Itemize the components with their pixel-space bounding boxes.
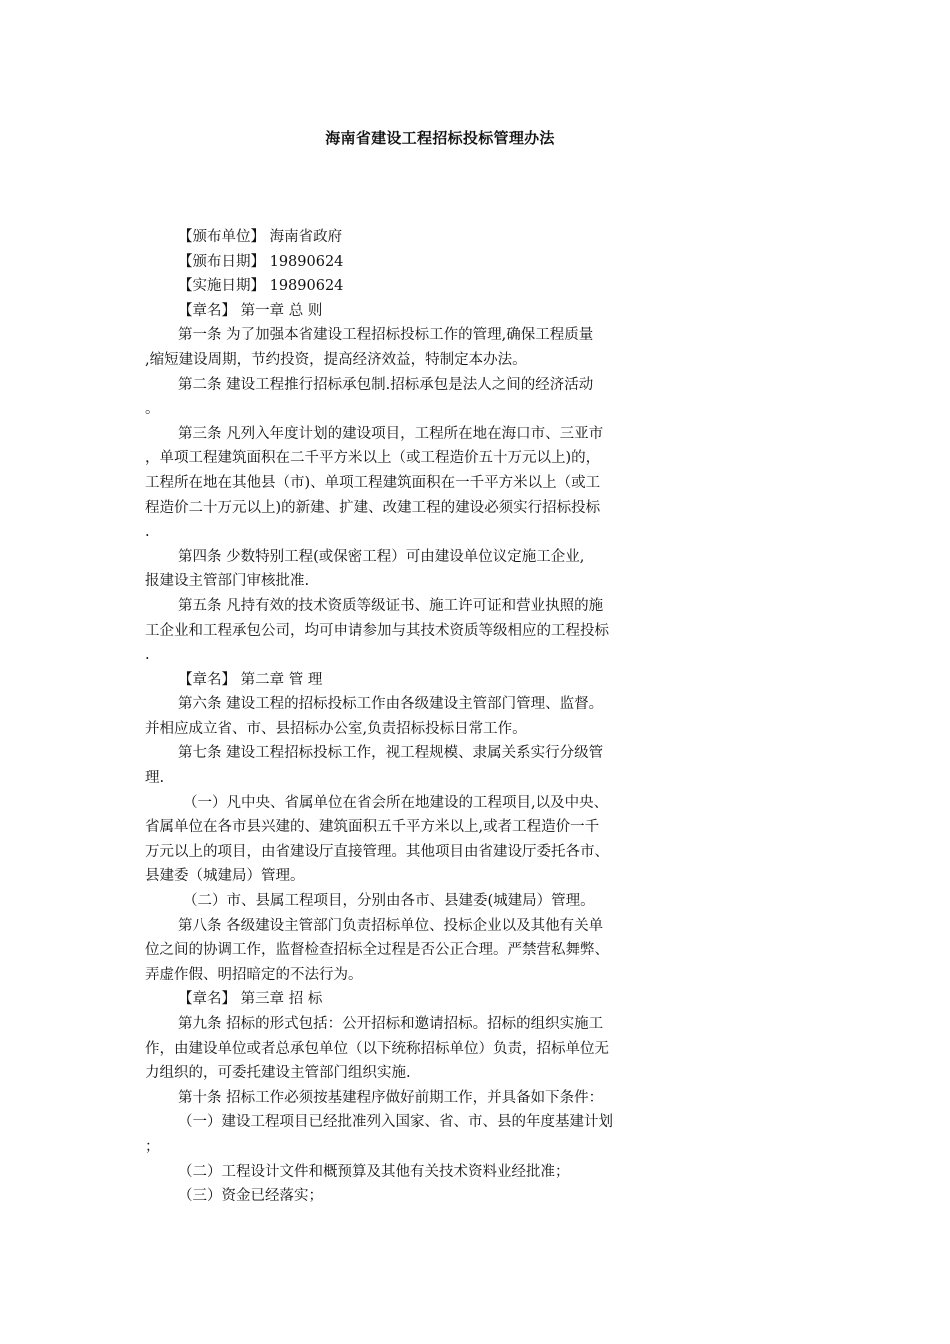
- text-line: （一）建设工程项目已经批准列入国家、省、市、县的年度基建计划: [178, 1114, 613, 1131]
- text-line: 位之间的协调工作，监督检查招标全过程是否公正合理。严禁营私舞弊、: [145, 942, 609, 959]
- text-line: ，单项工程建筑面积在二千平方米以上（或工程造价五十万元以上)的，: [145, 450, 601, 467]
- text-line: 报建设主管部门审核批准.: [145, 573, 310, 590]
- text-line: 第七条 建设工程招标投标工作，视工程规模、隶属关系实行分级管: [178, 745, 604, 762]
- text-line: 第九条 招标的形式包括：公开招标和邀请招标。招标的组织实施工: [178, 1016, 604, 1032]
- text-line: 【章名】 第二章 管 理: [178, 671, 323, 688]
- text-line: 县建委（城建局）管理。: [145, 868, 305, 885]
- text-line: 【颁布单位】 海南省政府: [178, 229, 343, 245]
- text-line: 第八条 各级建设主管部门负责招标单位、投标企业以及其他有关单: [178, 917, 604, 934]
- document-body: [145, 225, 705, 1209]
- text-line: （一）凡中央、省属单位在省会所在地建设的工程项目,以及中央、: [183, 794, 609, 811]
- text-line: 【章名】 第三章 招 标: [178, 991, 323, 1008]
- text-line: 并相应成立省、市、县招标办公室,负责招标投标日常工作。: [145, 720, 527, 737]
- text-line: 第一条 为了加强本省建设工程招标投标工作的管理,确保工程质量: [178, 327, 594, 344]
- text-line: 力组织的，可委托建设主管部门组织实施.: [145, 1065, 411, 1082]
- text-line: 万元以上的项目，由省建设厅直接管理。其他项目由省建设厅委托各市、: [145, 843, 609, 860]
- text-line: 第十条 招标工作必须按基建程序做好前期工作，并具备如下条件：: [178, 1089, 604, 1106]
- text-line: 第四条 少数特别工程(或保密工程）可由建设单位议定施工企业,: [178, 548, 585, 565]
- text-line: （三）资金已经落实；: [178, 1188, 323, 1205]
- text-line: （二）市、县属工程项目，分别由各市、县建委(城建局）管理。: [183, 893, 595, 910]
- text-line: .: [145, 524, 150, 541]
- text-line: 作，由建设单位或者总承包单位（以下统称招标单位）负责，招标单位无: [145, 1040, 609, 1057]
- document-title: 海南省建设工程招标投标管理办法: [325, 129, 555, 147]
- text-line: 第六条 建设工程的招标投标工作由各级建设主管部门管理、监督。: [178, 696, 604, 713]
- text-line: 第二条 建设工程推行招标承包制.招标承包是法人之间的经济活动: [178, 376, 594, 393]
- text-line: .: [145, 647, 150, 664]
- text-line: 省属单位在各市县兴建的、建筑面积五千平方米以上,或者工程造价一千: [145, 819, 600, 836]
- text-line: （二）工程设计文件和概预算及其他有关技术资料业经批准；: [178, 1163, 570, 1180]
- text-line: 。: [145, 401, 160, 418]
- text-line: 工程所在地在其他县（市)、单项工程建筑面积在一千平方米以上（或工: [145, 474, 601, 491]
- text-line: 理.: [145, 770, 165, 787]
- text-line: 第三条 凡列入年度计划的建设项目，工程所在地在海口市、三亚市: [178, 425, 604, 442]
- text-line: 【实施日期】 19890624: [178, 278, 344, 295]
- text-line: 弄虚作假、明招暗定的不法行为。: [145, 966, 363, 983]
- text-line: 工企业和工程承包公司，均可申请参加与其技术资质等级相应的工程投标: [145, 622, 609, 639]
- text-line: 第五条 凡持有效的技术资质等级证书、施工许可证和营业执照的施: [178, 597, 604, 614]
- text-line: 【颁布日期】 19890624: [178, 253, 344, 270]
- text-line: 程造价二十万元以上)的新建、扩建、改建工程的建设必须实行招标投标: [145, 499, 601, 516]
- text-line: ；: [145, 1138, 160, 1155]
- text-line: ,缩短建设周期，节约投资，提高经济效益，特制定本办法。: [145, 351, 527, 368]
- text-line: 【章名】 第一章 总 则: [178, 302, 323, 319]
